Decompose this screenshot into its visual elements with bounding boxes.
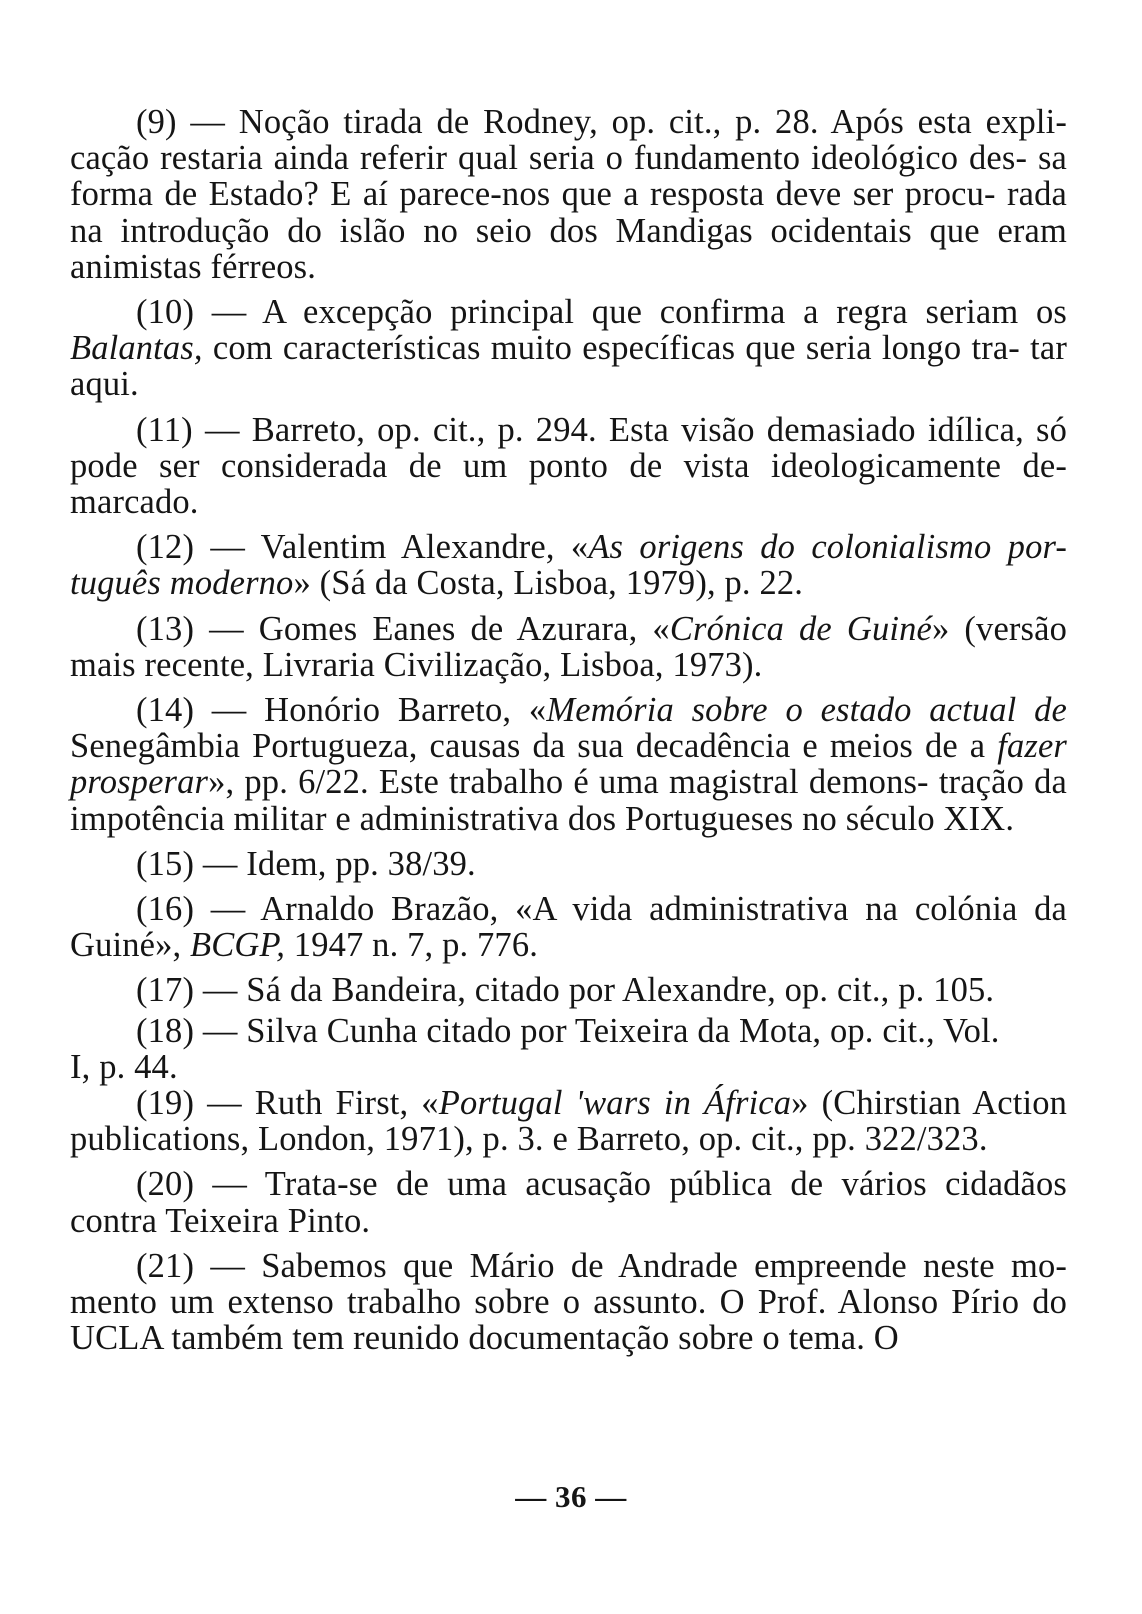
footnote-19: (19) — Ruth First, «Portugal 'wars in Áfrіca» (Chirstian Action publications, London, 1971), p. 3. e Barreto, op. cit., pp. 322/323. — [70, 1084, 1067, 1159]
footnote-12: (12) — Valentim Alexandre, «As origens do colonialismo por- tuguês moderno» (Sá da Costa, Lisboa, 1979), p. 22. — [70, 528, 1068, 603]
footnote-13: (13) — Gomes Eanes de Azurara, «Crónica de Guiné» (versão mais recente, Livraria Civilização, Lisboa, 1973). — [70, 609, 1067, 684]
footnote-14: (14) — Honório Barreto, «Memória sobre o estado actual de Senegâmbia Portugueza, causas da sua decadência e meios de a fazer prosperar», pp. 6/22. Este trabalho é uma magistral demons- tração da impotência militar e administrativa dos Portugueses no século XIX. — [70, 691, 1067, 838]
page-number: — 36 — — [515, 1479, 627, 1514]
footnote-21: (21) — Sabemos que Mário de Andrade empreende neste mo- mento um extenso trabalho sobre o assunto. O Prof. Alonso Pírio do UCLA também tem reunido documentação sobre o tema. O — [70, 1246, 1067, 1358]
footnote-10: (10) — A excepção principal que confirma a regra seriam os Balantas, com características muito específicas que seria longo tra- tar aqui. — [70, 293, 1067, 404]
footnote-17: (17) — Sá da Bandeira, citado por Alexandre, op. cit., p. 105. — [136, 971, 995, 1010]
footnote-16: (16) — Arnaldo Brazão, «A vida administrativa na colónia da Guiné», BCGP, 1947 n. 7, p. 776. — [70, 890, 1067, 965]
footnote-11: (11) — Barreto, op. cit., p. 294. Esta visão demasiado idílica, só pode ser considerada de um ponto de vista ideologicamente de- marcado. — [70, 410, 1067, 522]
footnotes-page — [70, 104, 1067, 1357]
footnote-20: (20) — Trata-se de uma acusação pública de vários cidadãos contra Teixeira Pinto. — [70, 1165, 1067, 1240]
footnote-18: (18) — Silva Cunha citado por Teixeira da Mota, op. cit., Vol. — [136, 1011, 1000, 1050]
footnote-18-continued: I, p. 44. — [70, 1047, 178, 1086]
footnote-15: (15) — Idem, pp. 38/39. — [136, 844, 476, 883]
footnote-9: (9) — Noção tirada de Rodney, op. cit., p. 28. Após esta expli- cação restaria ainda referir qual seria o fundamento ideológico des- sa forma de Estado? E aí parece-nos que a resposta deve ser procu- rada na introdução do islão no seio dos Mandigas ocidentais que eram animistas férreos. — [70, 103, 1068, 286]
